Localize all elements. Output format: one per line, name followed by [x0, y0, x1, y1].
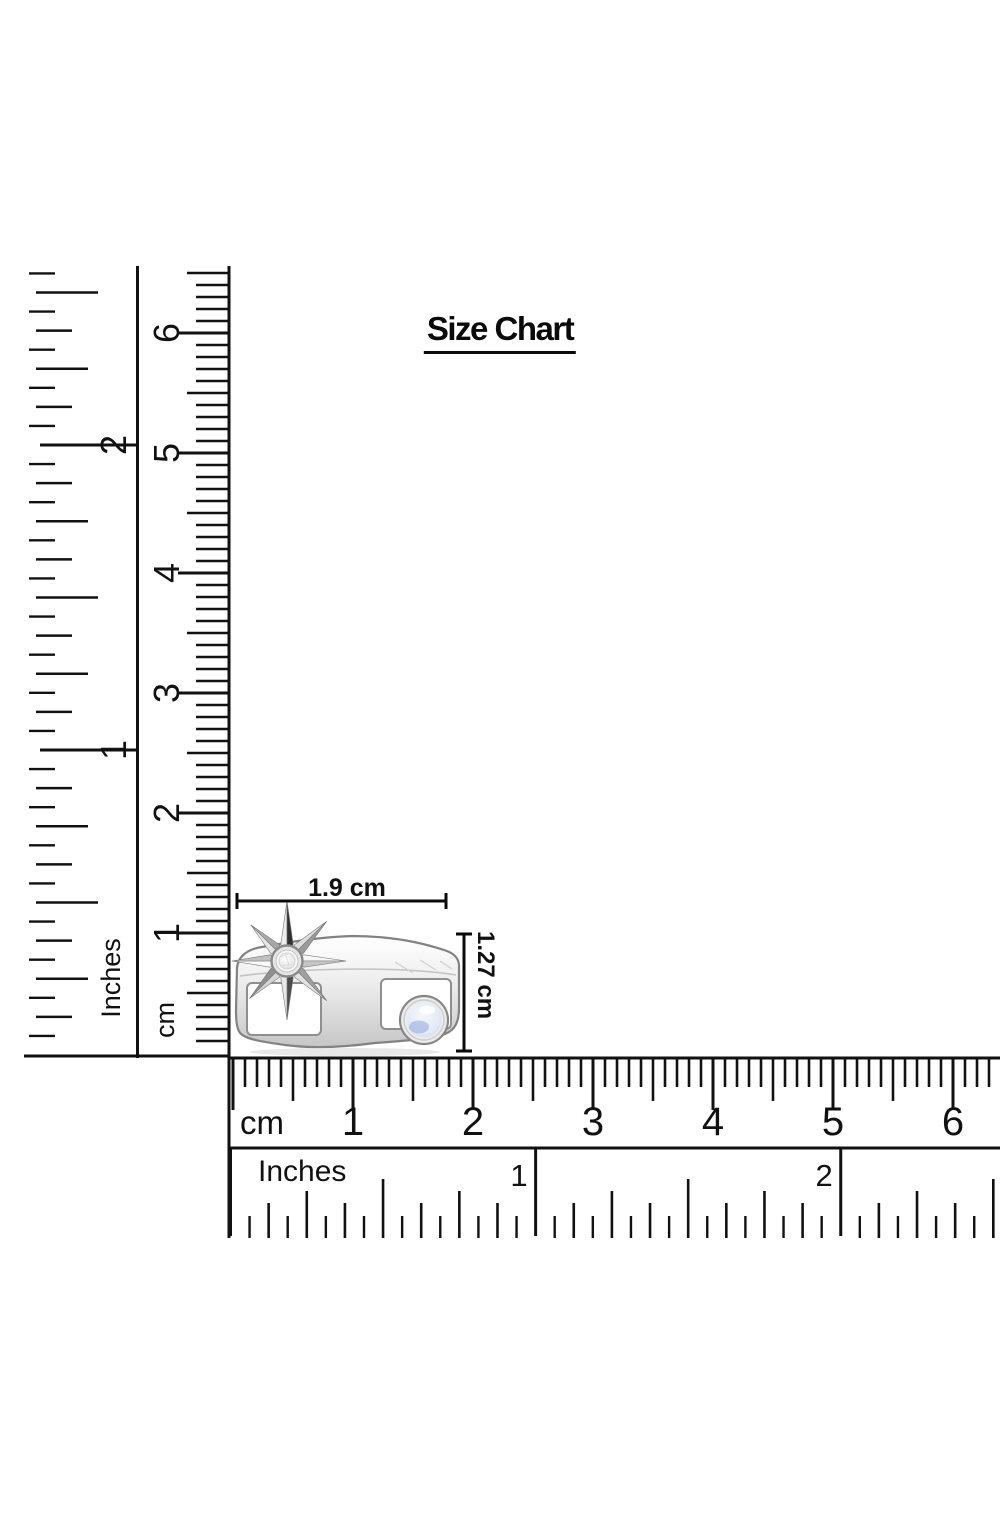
ruler-number: 1 [92, 739, 134, 761]
bottom-cm-ruler [233, 1060, 989, 1145]
ruler-number: 1 [145, 922, 187, 944]
width-dimension [236, 874, 447, 909]
left-inches-ruler [29, 273, 136, 1036]
ruler-number: 2 [145, 802, 187, 824]
page-title: Size Chart [424, 310, 576, 354]
ruler-number: 6 [145, 322, 187, 344]
ruler-number: 3 [581, 1100, 605, 1144]
left-cm-ruler [146, 273, 228, 1041]
width-dimension-label: 1.9 cm [308, 874, 386, 902]
ruler-number: 3 [145, 682, 187, 704]
bottom-cm-unit-label: cm [240, 1104, 284, 1141]
ruler-number: 4 [701, 1100, 725, 1144]
ruler-number: 5 [145, 442, 187, 464]
ruler-number: 2 [92, 434, 134, 456]
ring-illustration [232, 901, 459, 1056]
ruler-number: 2 [461, 1100, 485, 1144]
height-dimension [456, 931, 499, 1052]
star-center-gem [272, 946, 303, 977]
bottom-inches-unit-label: Inches [258, 1155, 347, 1188]
left-cm-unit-label: cm [150, 1002, 180, 1038]
left-inches-unit-label: Inches [96, 938, 126, 1018]
ruler-number: 2 [815, 1158, 833, 1193]
ruler-number: 4 [145, 562, 187, 584]
height-dimension-label: 1.27 cm [472, 930, 499, 1020]
moonstone-gem [400, 996, 448, 1044]
ring-shadow [250, 1048, 440, 1056]
ruler-number: 6 [941, 1100, 965, 1144]
ruler-number: 5 [821, 1100, 845, 1144]
ruler-number: 1 [341, 1100, 365, 1144]
ruler-number: 1 [510, 1158, 528, 1193]
